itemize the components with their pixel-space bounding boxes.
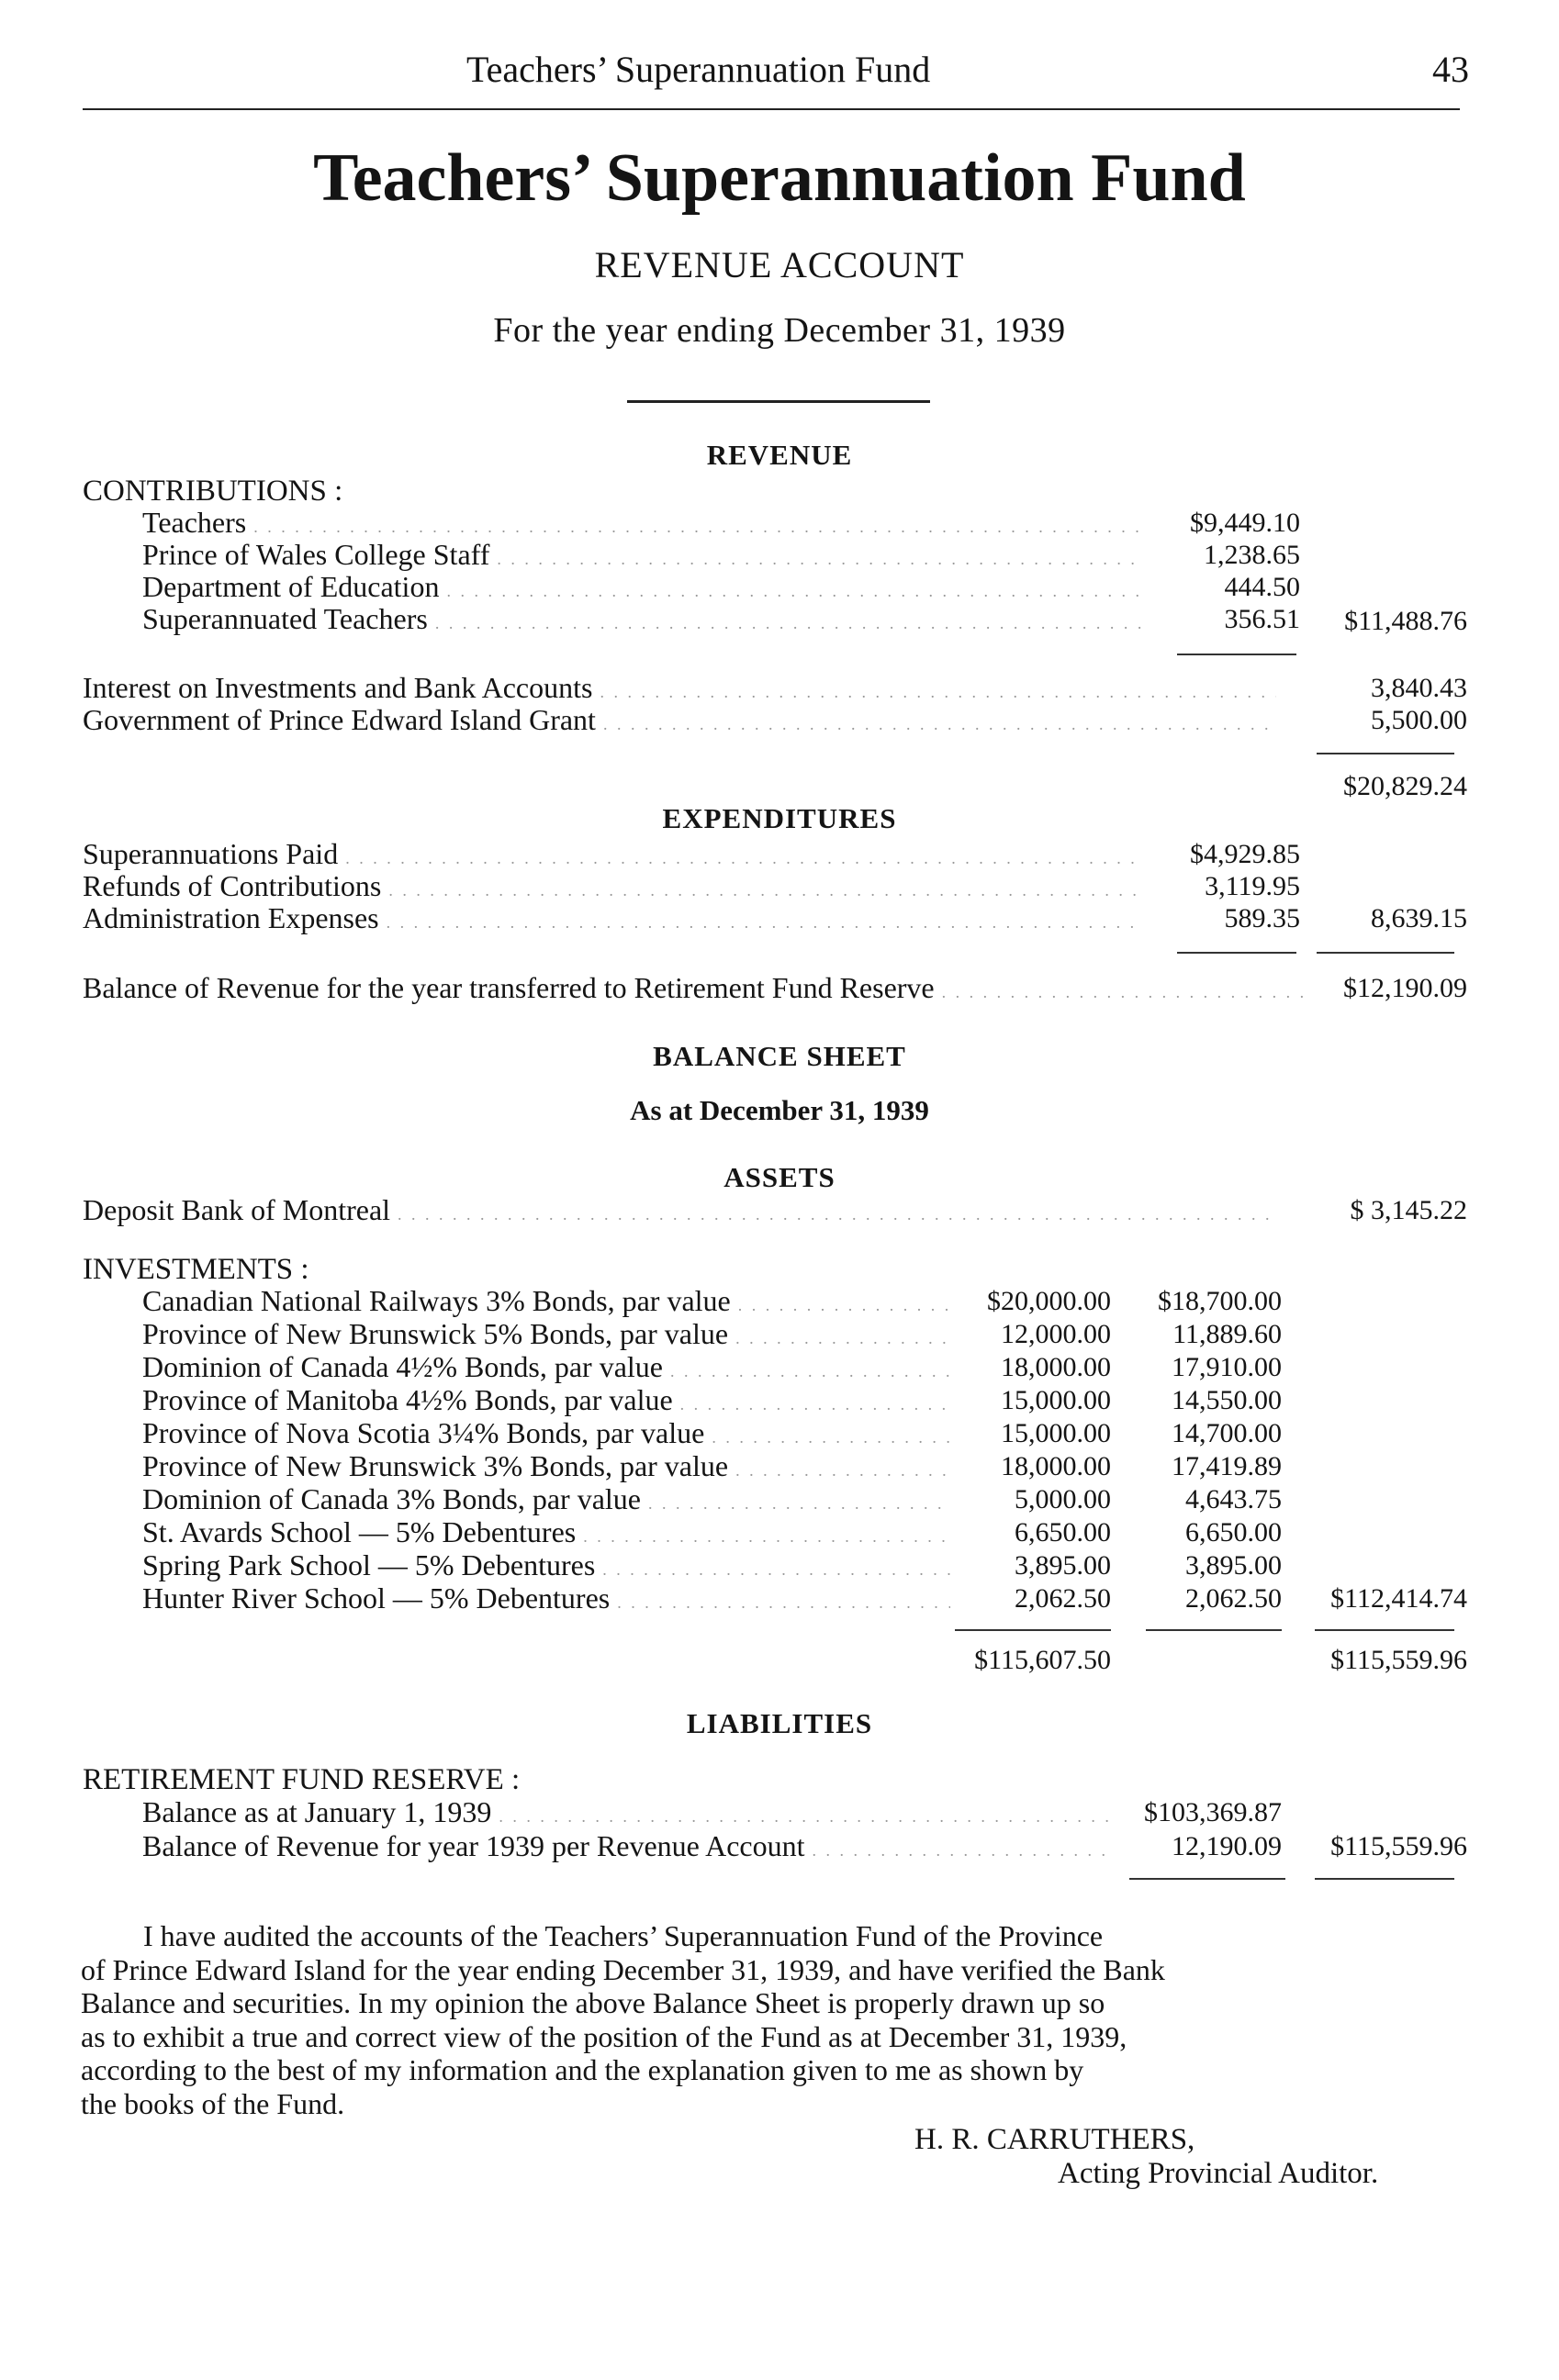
audit-statement	[81, 1919, 1458, 2120]
deposit-amount: $ 3,145.22	[1350, 1195, 1467, 1225]
investment-par: 15,000.00	[1001, 1385, 1111, 1415]
assets-heading: ASSETS	[723, 1161, 836, 1193]
interest-amount: 3,840.43	[1371, 673, 1467, 703]
investment-value: 3,895.00	[1185, 1550, 1282, 1581]
contribution-row: Superannuated Teachers . . .	[142, 602, 1143, 636]
contribution-amount: 1,238.65	[1204, 540, 1300, 570]
audit-line: I have audited the accounts of the Teachers’ Superannuation Fund of the Province	[143, 1919, 1104, 1952]
investment-value: 4,643.75	[1185, 1484, 1282, 1514]
contribution-amount: $9,449.10	[1190, 508, 1300, 538]
expenditure-row: Superannuations Paid . . .	[83, 837, 1143, 871]
reserve-underline	[1129, 1878, 1285, 1880]
revenue-total-underline	[1317, 753, 1454, 754]
investment-value: 14,700.00	[1172, 1418, 1282, 1448]
audit-line: as to exhibit a true and correct view of the position of the Fund as at December 31, 1939,	[81, 2019, 1127, 2053]
investment-row: Dominion of Canada 4½% Bonds, par value . . .	[142, 1350, 950, 1384]
contribution-amount: 356.51	[1224, 604, 1300, 634]
expenditure-row: Administration Expenses . . .	[83, 901, 1143, 935]
audit-line: according to the best of my information and the explanation given to me as shown by	[81, 2053, 1084, 2086]
grant-row: Government of Prince Edward Island Grant . . .	[83, 703, 1276, 737]
investment-value: 14,550.00	[1172, 1385, 1282, 1415]
audit-line: Balance and securities. In my opinion the above Balance Sheet is properly drawn up so	[81, 1986, 1105, 2019]
expenditures-total: 8,639.15	[1371, 903, 1467, 933]
investment-row: Dominion of Canada 3% Bonds, par value . . .	[142, 1482, 950, 1516]
investment-row: Province of New Brunswick 3% Bonds, par value . . .	[142, 1449, 950, 1483]
auditor-title: Acting Provincial Auditor.	[1058, 2157, 1379, 2190]
expenditures-underline-right	[1317, 952, 1454, 954]
balance-transfer-row: Balance of Revenue for the year transferred to Retirement Fund Reserve . . .	[83, 971, 1304, 1005]
investment-par: 3,895.00	[1015, 1550, 1111, 1581]
revenue-heading: REVENUE	[706, 439, 853, 471]
investment-row: Province of Manitoba 4½% Bonds, par value . . .	[142, 1383, 950, 1417]
expenditure-amount: 3,119.95	[1205, 871, 1300, 901]
page-number: 43	[1432, 49, 1469, 90]
investment-par: 15,000.00	[1001, 1418, 1111, 1448]
expenditure-row: Refunds of Contributions . . .	[83, 869, 1143, 903]
period-line: For the year ending December 31, 1939	[493, 311, 1066, 350]
reserve-amount: $103,369.87	[1144, 1797, 1282, 1827]
contributions-heading: CONTRIBUTIONS :	[83, 475, 343, 508]
contribution-row: Department of Education . . .	[142, 570, 1143, 604]
title-divider	[627, 400, 930, 403]
investment-par: 5,000.00	[1015, 1484, 1111, 1514]
liabilities-heading: LIABILITIES	[686, 1707, 873, 1739]
assets-total-underline	[1315, 1629, 1454, 1631]
expenditure-amount: 589.35	[1224, 903, 1300, 933]
page-title: Teachers’ Superannuation Fund	[313, 140, 1246, 216]
investment-value: 6,650.00	[1185, 1517, 1282, 1548]
contributions-underline	[1177, 654, 1296, 655]
investment-par: 6,650.00	[1015, 1517, 1111, 1548]
investments-total: $112,414.74	[1330, 1583, 1467, 1614]
investments-heading: INVESTMENTS :	[83, 1253, 309, 1286]
balance-sheet-date: As at December 31, 1939	[630, 1094, 929, 1126]
contribution-amount: 444.50	[1224, 572, 1300, 602]
contribution-row: Prince of Wales College Staff . . .	[142, 538, 1143, 572]
reserve-row: Balance as at January 1, 1939 . . .	[142, 1795, 1111, 1829]
investment-value: 17,910.00	[1172, 1352, 1282, 1382]
reserve-heading: RETIREMENT FUND RESERVE :	[83, 1763, 521, 1796]
grant-amount: 5,500.00	[1371, 705, 1467, 735]
audit-line: the books of the Fund.	[81, 2086, 345, 2120]
par-total-underline	[955, 1629, 1111, 1631]
balance-transfer-amount: $12,190.09	[1343, 973, 1467, 1003]
investment-par: 18,000.00	[1001, 1451, 1111, 1481]
interest-row: Interest on Investments and Bank Accounts . . .	[83, 671, 1276, 705]
liabilities-underline	[1315, 1878, 1454, 1880]
investment-par: $20,000.00	[987, 1286, 1111, 1316]
assets-total: $115,559.96	[1330, 1645, 1467, 1675]
deposit-row: Deposit Bank of Montreal . . .	[83, 1193, 1276, 1227]
investment-row: Spring Park School — 5% Debentures . . .	[142, 1548, 950, 1582]
investment-row: Canadian National Railways 3% Bonds, par value . . .	[142, 1284, 950, 1318]
investment-row: St. Avards School — 5% Debentures . . .	[142, 1515, 950, 1549]
running-header-title: Teachers’ Superannuation Fund	[466, 49, 931, 90]
expenditure-amount: $4,929.85	[1190, 839, 1300, 869]
investment-par: 12,000.00	[1001, 1319, 1111, 1349]
reserve-amount: 12,190.09	[1172, 1831, 1282, 1861]
contribution-row: Teachers . . .	[142, 506, 1143, 540]
investment-par: 2,062.50	[1015, 1583, 1111, 1614]
header-rule	[83, 108, 1460, 110]
liabilities-total: $115,559.96	[1330, 1831, 1467, 1861]
page-subtitle: REVENUE ACCOUNT	[594, 244, 965, 285]
investment-row: Province of New Brunswick 5% Bonds, par value . . .	[142, 1317, 950, 1351]
reserve-row: Balance of Revenue for year 1939 per Revenue Account . . .	[142, 1829, 1111, 1863]
balance-sheet-heading: BALANCE SHEET	[653, 1040, 906, 1072]
investment-value: 2,062.50	[1185, 1583, 1282, 1614]
investment-par: 18,000.00	[1001, 1352, 1111, 1382]
expenditures-underline-left	[1177, 952, 1296, 954]
investment-value: $18,700.00	[1158, 1286, 1282, 1316]
audit-line: of Prince Edward Island for the year ending December 31, 1939, and have verified the Bank	[81, 1952, 1165, 1986]
investment-row: Province of Nova Scotia 3¼% Bonds, par value . . .	[142, 1416, 950, 1450]
revenue-total: $20,829.24	[1343, 771, 1467, 801]
par-total: $115,607.50	[974, 1645, 1111, 1675]
investment-value: 17,419.89	[1172, 1451, 1282, 1481]
auditor-name: H. R. CARRUTHERS,	[914, 2123, 1195, 2156]
expenditures-heading: EXPENDITURES	[662, 802, 897, 834]
value-total-underline	[1146, 1629, 1282, 1631]
investment-value: 11,889.60	[1172, 1319, 1282, 1349]
investment-row: Hunter River School — 5% Debentures . . .	[142, 1581, 950, 1615]
contributions-total: $11,488.76	[1344, 606, 1467, 636]
